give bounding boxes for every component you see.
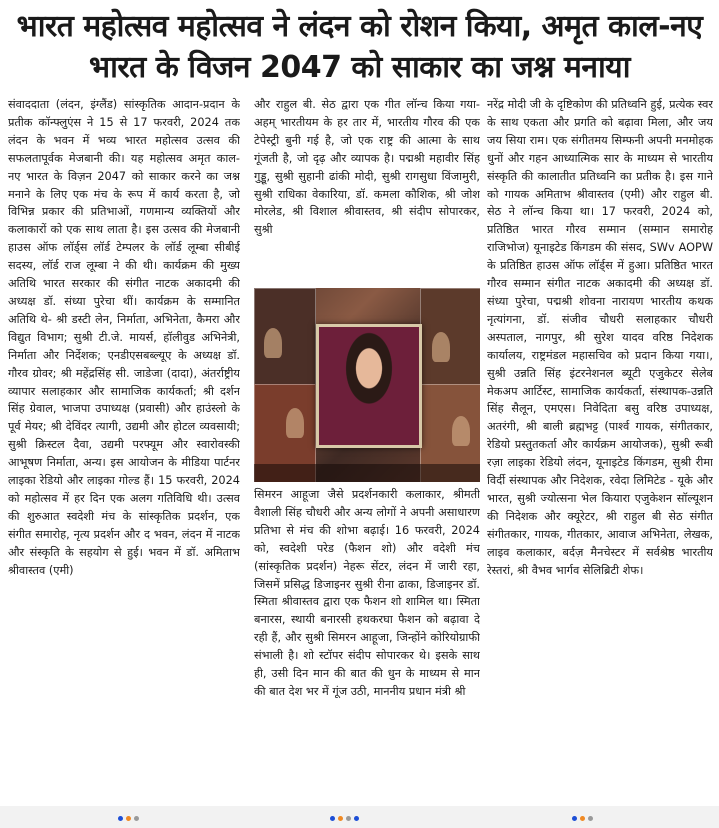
article-column-2-bottom: [254, 486, 480, 798]
chief-guest-portrait: [316, 324, 422, 448]
dot: [134, 816, 139, 821]
photo-bottom-strip: [254, 464, 480, 482]
person-figure: [264, 328, 282, 358]
dot: [580, 816, 585, 821]
dot: [572, 816, 577, 821]
person-figure: [452, 416, 470, 446]
footer-dots-center: [330, 814, 362, 824]
column-2-bottom-text: सिमरन आहूजा जैसे प्रदर्शनकारी कलाकार, श्रीमती वैशाली सिंह चौधरी और अन्य लोगों ने अपनी असाधारण प्रतिभा से मंच की शोभा बढ़ाई। 16 फरवरी, 2024 को, स्वदेशी परेड (फैशन शो) और वदेशी मंच (सांस्कृतिक प्रदर्शन) नेहरू सेंटर, लंदन में जारी रहा, जिसमें प्रसिद्ध डिजाइनर सुश्री रीना ढाका, डिजाइनर डॉ. स्मिता श्रीवास्तव द्वारा एक फैशन शो शामिल था। स्मिता बनारस, स्थायी बनारसी हथकरघा फैशन को बढ़ावा दे रही हैं, और सुश्री सिमरन आहूजा, जिन्होंने कोरियोग्राफी संभाली है। शो स्टॉपर संदीप सोपारकर थे। इसके साथ ही, उसी दिन मान की बात की धुन के माध्यम से मान की बात देश भर में गूंज उठी, माननीय प्रधान मंत्री श्री: [254, 488, 480, 698]
dot: [330, 816, 335, 821]
collage-tile: [254, 288, 316, 386]
footer-dots-left: [118, 814, 142, 824]
column-3-text: नरेंद्र मोदी जी के दृष्टिकोण की प्रतिध्वनि हुई, प्रत्येक स्वर के साथ एकता और प्रगति को बढ़ावा मिला, और जय जय सिया राम। एक संगीतमय सिम्फनी अपनी मनमोहक धुनों और गहन आध्यात्मिक सार के माध्यम से भारतीय संस्कृति की कालातीत प्रतिध्वनि का प्रतीक है। इस गाने को गायक अमिताभ श्रीवास्तव (एमी) और राहुल बी. सेठ ने लॉन्च किया था। 17 फरवरी, 2024 को, प्रतिष्ठित भारत गौरव सम्मान (सम्मान समारोह राजिभोज) यूनाइटेड किंगडम की संसद, SWv AOPW के प्रतिष्ठित हाउस ऑफ लॉर्ड्स में हुआ। प्रतिष्ठित भारत गौरव सम्मान संगीत नाटक अकादमी की अध्यक्ष डॉ. संध्या पुरेचा, पद्मश्री शोवना नारायण भारतीय कथक नृत्यांगना, डॉ. संजीव चौधरी सलाहकार चौधरी अस्पताल, नागपुर, श्री सुरेश यादव वरिष्ठ निदेशक कार्यालय, राष्ट्रमंडल महासचिव को प्रदान किया गया।, सुश्री उन्नति सिंह इंटरनेशनल ब्यूटी एजुकेटर सेलेब मेकअप आर्टिस्ट, सामाजिक कार्यकर्ता, संस्थापक-उन्नति सिंह सैलून, एमएस। निवेदिता बसु वरिष्ठ उपाध्यक्ष, अतरंगी, श्री बाली ब्रह्मभट्ट (पार्श्व गायक, संगीतकार, रेडियो प्रस्तुतकर्ता और कार्यक्रम आयोजक), सुश्री रूबी रज़ा लाइका रेडियो लंदन, यूनाइटेड किंगडम, सुश्री रीमा विर्दी संस्थापक और निदेशक, रवेदा लिमिटेड - यूके और भारत, सुश्री ज्योत्सना भेल कियारा एजुकेशन सॉल्यूशन की निदेशक और क्यूरेटर, श्री राहुल बी सेठ संगीत संगीतकार, गायक, गीतकार, आवाज अभिनेता, लेखक, लाइव कलाकार, बर्दज़ मैनचेस्टर में सर्वश्रेष्ठ भारतीय रेस्तरां, श्री वैभव भार्गव सेलिब्रिटी शेफ।: [487, 98, 713, 577]
footer-dots-right: [572, 814, 596, 824]
column-2-top-text: और राहुल बी. सेठ द्वारा एक गीत लॉन्च किया गया-अहम् भारतीयम के हर तार में, भारतीय गौरव की एक टेपेस्ट्री बुनी गई है, जो एक राष्ट्र की आत्मा के साथ गूंजती है, जो दृढ़ और व्यापक है। पद्मश्री महावीर सिंह गुड्डू, सुश्री सुहानी ढांकी मोदी, सुश्री रागसुधा विंजामुरी, सुश्री राधिका वेकारिया, डॉ. कमला कौशिक, श्री जोश मोरलेड, श्री विशाल श्रीवास्तव, श्री संदीप सोपारकर, सुश्री: [254, 98, 480, 237]
event-photo-collage: [254, 288, 480, 482]
column-1-text: संवाददाता (लंदन, इंग्लैंड) सांस्कृतिक आदान-प्रदान के प्रतीक कॉन्फ्लुएंस ने 15 से 17 फरवरी, 2024 तक लंदन के भवन में भव्य भारत महोत्सव उत्सव की सफलतापूर्वक मेजबानी की। यह महोत्सव अमृत काल- नए भारत के विज़न 2047 को साकार करने का जश्न मनाने के लिए एक मंच के रूप में कार्य करता है, जो विभिन्न प्रकार की प्रतिभाओं, गणमान्य व्यक्तियों और कलाकारों को एक साथ लाता है। इस उत्सव की मेजबानी हाउस ऑफ लॉर्ड्स लॉर्ड टेम्पलर के लॉर्ड लूम्बा सीबीई सदस्य, लॉर्ड राज लूम्बा ने की थी। कार्यक्रम की मुख्य अतिथि भारत सरकार की संगीत नाटक अकादमी की अध्यक्ष डॉ. संध्या पुरेचा थीं। कार्यक्रम के सम्मानित अतिथि थे- श्री डस्टी लेन, निर्माता, अभिनेता, कैमरा और विद्युत विभाग; सुश्री टी.जे. मायर्स, हॉलीवुड अभिनेत्री, निर्माता और निर्देशक; एनडीएसबब्ल्यूए के अध्यक्ष डॉ. गौरव ग्रोवर; श्री महेंद्रसिंह सी. जाडेजा (दादा), अंतर्राष्ट्रीय व्यापार सलाहकार और सामाजिक कार्यकर्ता; श्री दर्शन सिंह ग्रेवाल, भाजपा उपाध्यक्ष (प्रवासी) और हाउंस्लो के पूर्व मेयर; श्री देविंदर त्यागी, उद्यमी और होटल व्यवसायी; सुश्री क्रिस्टल दैवा, उद्यमी परफ्यूम और स्वारोवस्की आभूषण निर्माता, अन्य। इस आयोजन के मीडिया पार्टनर लाइका रेडियो और लाइका गोल्ड हैं। 15 फरवरी, 2024 को महोत्सव में हर दिन एक अलग गतिविधि थी। उत्सव की शुरुआत स्वदेशी मंच के सांस्कृतिक प्रदर्शन, एक संगीत समारोह, नृत्य प्रदर्शन और द भवन, लंदन में नाटक और संस्कृति के सहयोग से हुई। भवन में डॉ. अमिताभ श्रीवास्तव (एमी): [8, 98, 240, 577]
article-column-2-top: [254, 96, 480, 284]
dot: [338, 816, 343, 821]
collage-tile: [420, 288, 480, 386]
dot: [126, 816, 131, 821]
dot: [118, 816, 123, 821]
article-column-3: [487, 96, 713, 798]
dot: [354, 816, 359, 821]
dot: [588, 816, 593, 821]
headline: भारत महोत्सव महोत्सव ने लंदन को रोशन किया, अमृत काल-नए भारत के विजन 2047 को साकार का जश्न मनाया: [16, 9, 703, 85]
person-figure: [286, 408, 304, 438]
dot: [346, 816, 351, 821]
person-figure: [432, 332, 450, 362]
article-column-1: [8, 96, 240, 796]
